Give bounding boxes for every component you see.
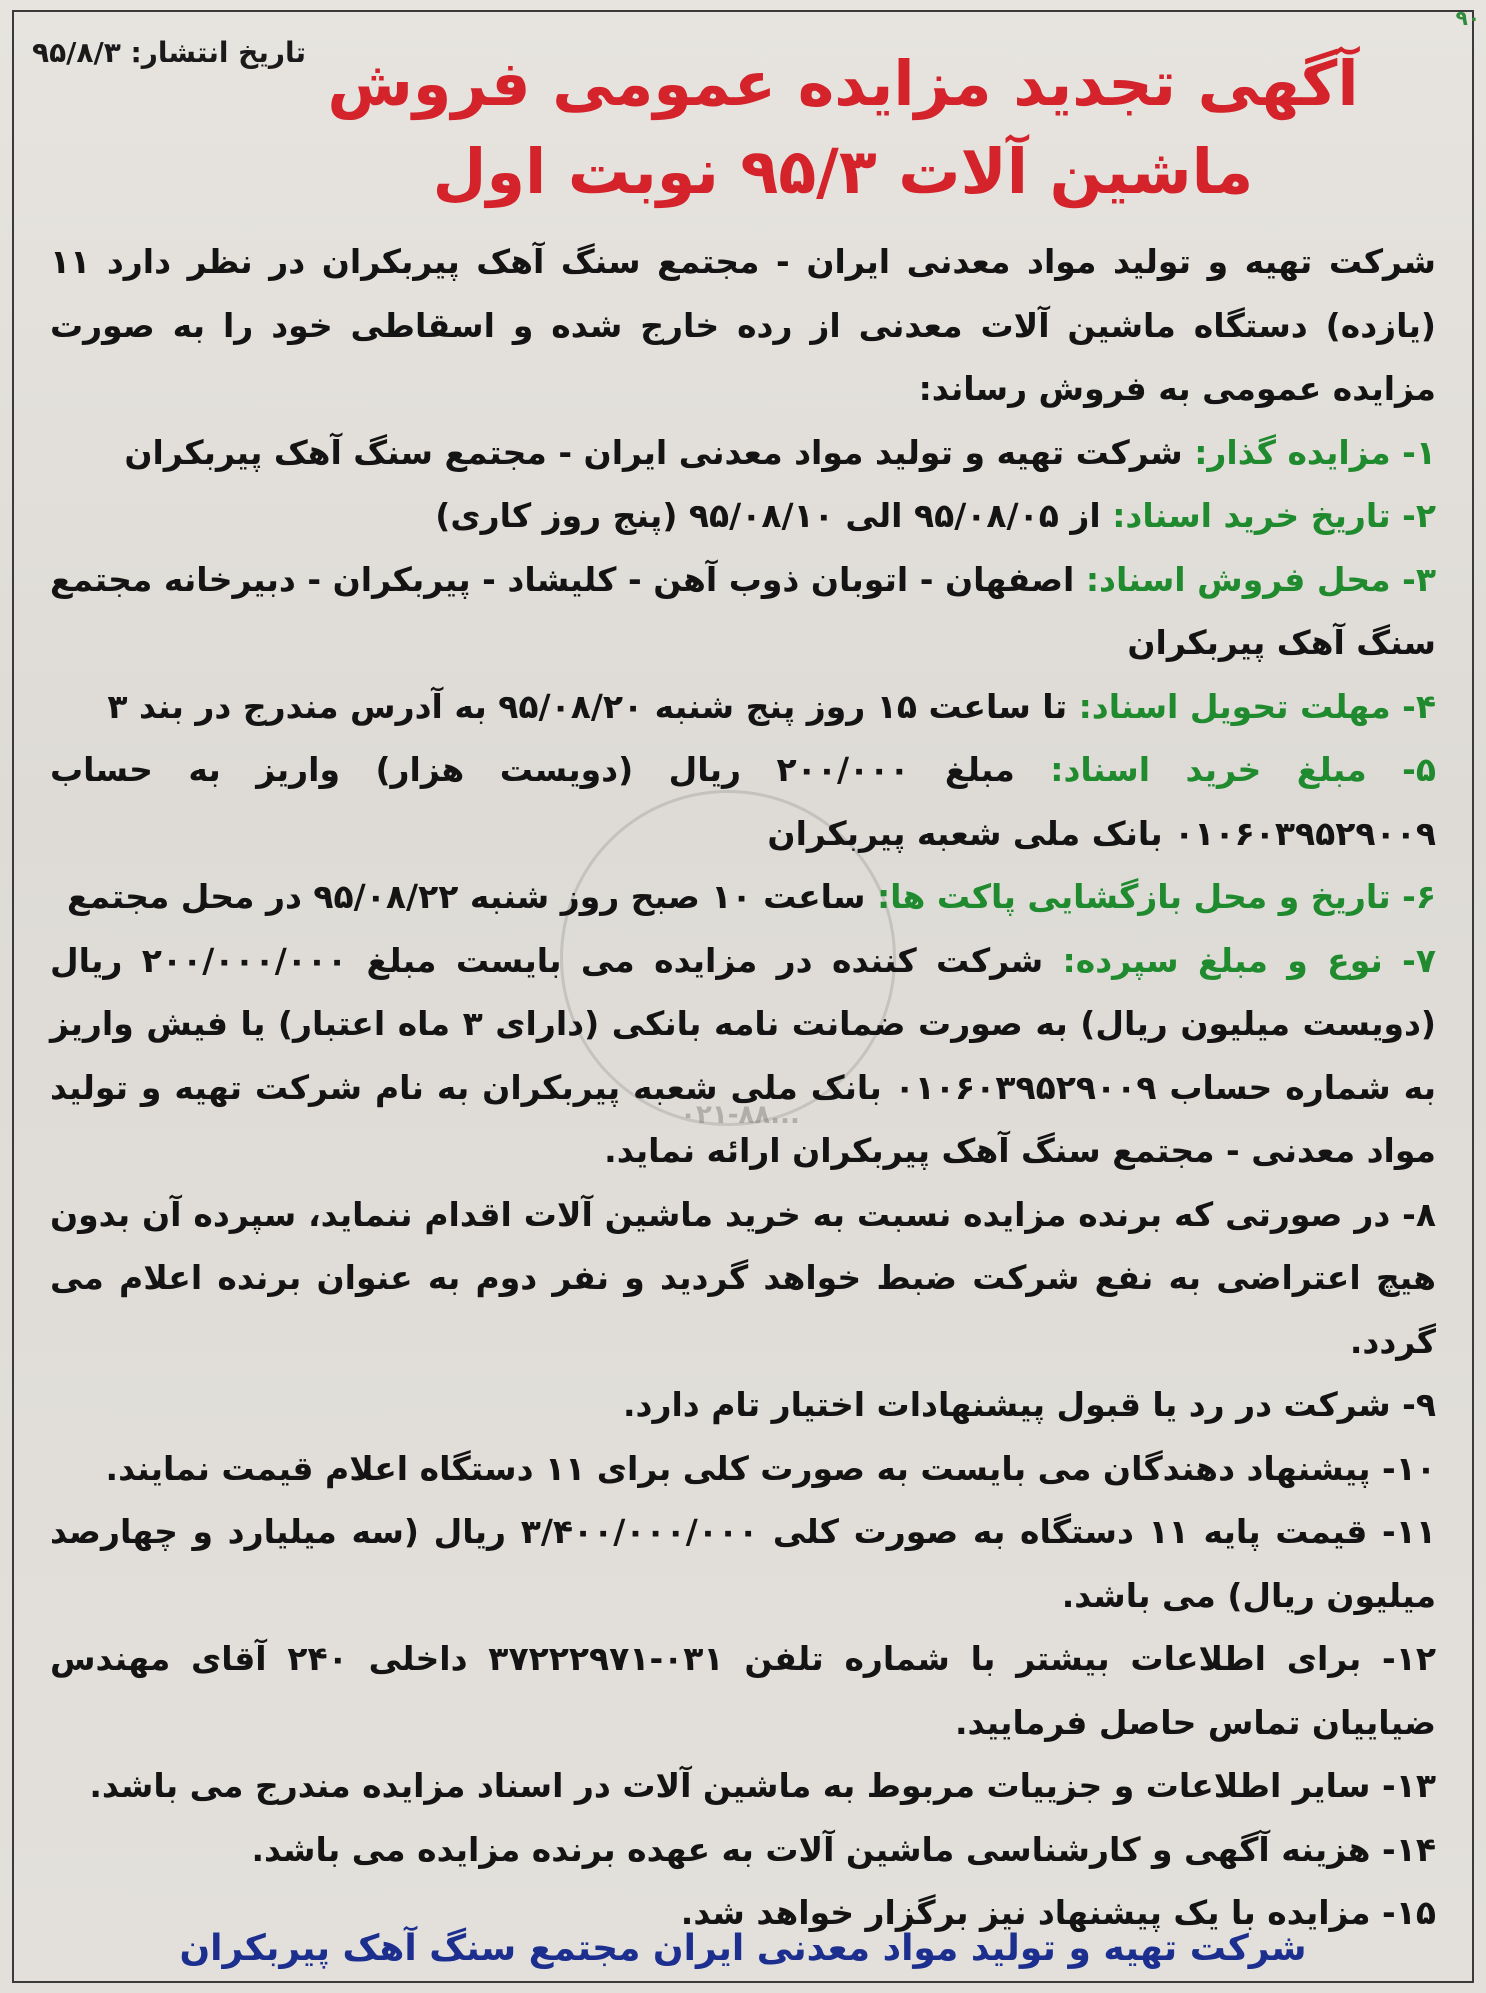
clause-11: ۱۱- قیمت پایه ۱۱ دستگاه به صورت کلی ۳/۴۰۰/۰۰۰/۰۰۰ ریال (سه میلیارد و چهارصد میلیون ریال) می باشد. xyxy=(50,1512,1437,1615)
item-text: اصفهان - اتوبان ذوب آهن - کلیشاد - پیربکران - دبیرخانه مجتمع سنگ آهک پیربکران xyxy=(50,559,1436,662)
intro-paragraph: شرکت تهیه و تولید مواد معدنی ایران - مجتمع سنگ آهک پیربکران در نظر دارد ۱۱ (یازده) دستگاه ماشین آلات معدنی از رده خارج شده و اسقاطی خود را به صورت مزایده عمومی به فروش رساند: xyxy=(50,242,1436,408)
item-label: ۵- مبلغ خرید اسناد: xyxy=(1050,750,1436,789)
item-label: ۷- نوع و مبلغ سپرده: xyxy=(1062,940,1436,980)
company-signature: شرکت تهیه و تولید مواد معدنی ایران مجتمع سنگ آهک پیربکران xyxy=(179,1928,1307,1969)
item-7 xyxy=(50,929,1436,1183)
clause-9: ۹- شرکت در رد یا قبول پیشنهادات اختیار تام دارد. xyxy=(622,1385,1436,1424)
clause-13: ۱۳- سایر اطلاعات و جزییات مربوط به ماشین آلات در اسناد مزایده مندرج می باشد. xyxy=(89,1766,1436,1805)
item-label: ۴- مهلت تحویل اسناد: xyxy=(1078,686,1436,726)
item-label: ۱- مزایده گذار: xyxy=(1194,432,1436,472)
clause-10: ۱۰- پیشنهاد دهندگان می بایست به صورت کلی برای ۱۱ دستگاه اعلام قیمت نمایند. xyxy=(105,1448,1436,1488)
publication-date: تاریخ انتشار: ۹۵/۸/۳ xyxy=(32,36,307,69)
item-3 xyxy=(50,548,1436,675)
item-label: ۶- تاریخ و محل بازگشایی پاکت ها: xyxy=(876,877,1436,916)
page-number: ۹۰ xyxy=(1455,6,1480,30)
item-2 xyxy=(50,484,1436,548)
ad-title xyxy=(240,40,1446,216)
clause-15: ۱۵- مزایده با یک پیشنهاد نیز برگزار خواهد شد. xyxy=(680,1893,1436,1932)
item-text: مبلغ ۲۰۰/۰۰۰ ریال (دویست هزار) واریز به حساب ۰۱۰۶۰۳۹۵۲۹۰۰۹ بانک ملی شعبه پیربکران xyxy=(50,750,1436,853)
item-6 xyxy=(50,865,1436,929)
clause-14: ۱۴- هزینه آگهی و کارشناسی ماشین آلات به عهده برنده مزایده می باشد. xyxy=(251,1829,1436,1869)
item-label: ۲- تاریخ خرید اسناد: xyxy=(1112,496,1436,535)
item-text: شرکت تهیه و تولید مواد معدنی ایران - مجتمع سنگ آهک پیربکران xyxy=(124,432,1195,472)
title-line-2: ماشین آلات ۹۵/۳ نوبت اول xyxy=(432,135,1254,208)
item-label: ۳- محل فروش اسناد: xyxy=(1085,559,1436,599)
item-1 xyxy=(50,421,1436,485)
item-text: ساعت ۱۰ صبح روز شنبه ۹۵/۰۸/۲۲ در محل مجتمع xyxy=(66,877,877,916)
watermark-phone: ۰۲۱-۸۸... xyxy=(680,1100,800,1130)
clause-8: ۸- در صورتی که برنده مزایده نسبت به خرید ماشین آلات اقدام ننماید، سپرده آن بدون هیچ اعتراضی به نفع شرکت ضبط خواهد گردید و نفر دوم به عنوان برنده اعلام می گردد. xyxy=(50,1194,1436,1361)
item-text: شرکت کننده در مزایده می بایست مبلغ ۲۰۰/۰۰۰/۰۰۰ ریال (دویست میلیون ریال) به صورت ضمانت نامه بانکی (دارای ۳ ماه اعتبار) یا فیش واریز به شماره حساب ۰۱۰۶۰۳۹۵۲۹۰۰۹ بانک ملی شعبه پیربکران به نام شرکت تهیه و تولید مواد معدنی - مجتمع سنگ آهک پیربکران ارائه نماید. xyxy=(50,940,1436,1170)
item-5 xyxy=(50,738,1436,865)
item-text: تا ساعت ۱۵ روز پنج شنبه ۹۵/۰۸/۲۰ به آدرس مندرج در بند ۳ xyxy=(107,686,1079,726)
ad-body xyxy=(50,230,1436,1945)
title-line-1: آگهی تجدید مزایده عمومی فروش xyxy=(327,47,1359,120)
item-4 xyxy=(50,675,1436,739)
item-text: از ۹۵/۰۸/۰۵ الی ۹۵/۰۸/۱۰ (پنج روز کاری) xyxy=(435,496,1113,535)
clause-12: ۱۲- برای اطلاعات بیشتر با شماره تلفن ۰۳۱-۳۷۲۲۲۹۷۱ داخلی ۲۴۰ آقای مهندس ضیاییان تماس حاصل فرمایید. xyxy=(50,1639,1436,1742)
